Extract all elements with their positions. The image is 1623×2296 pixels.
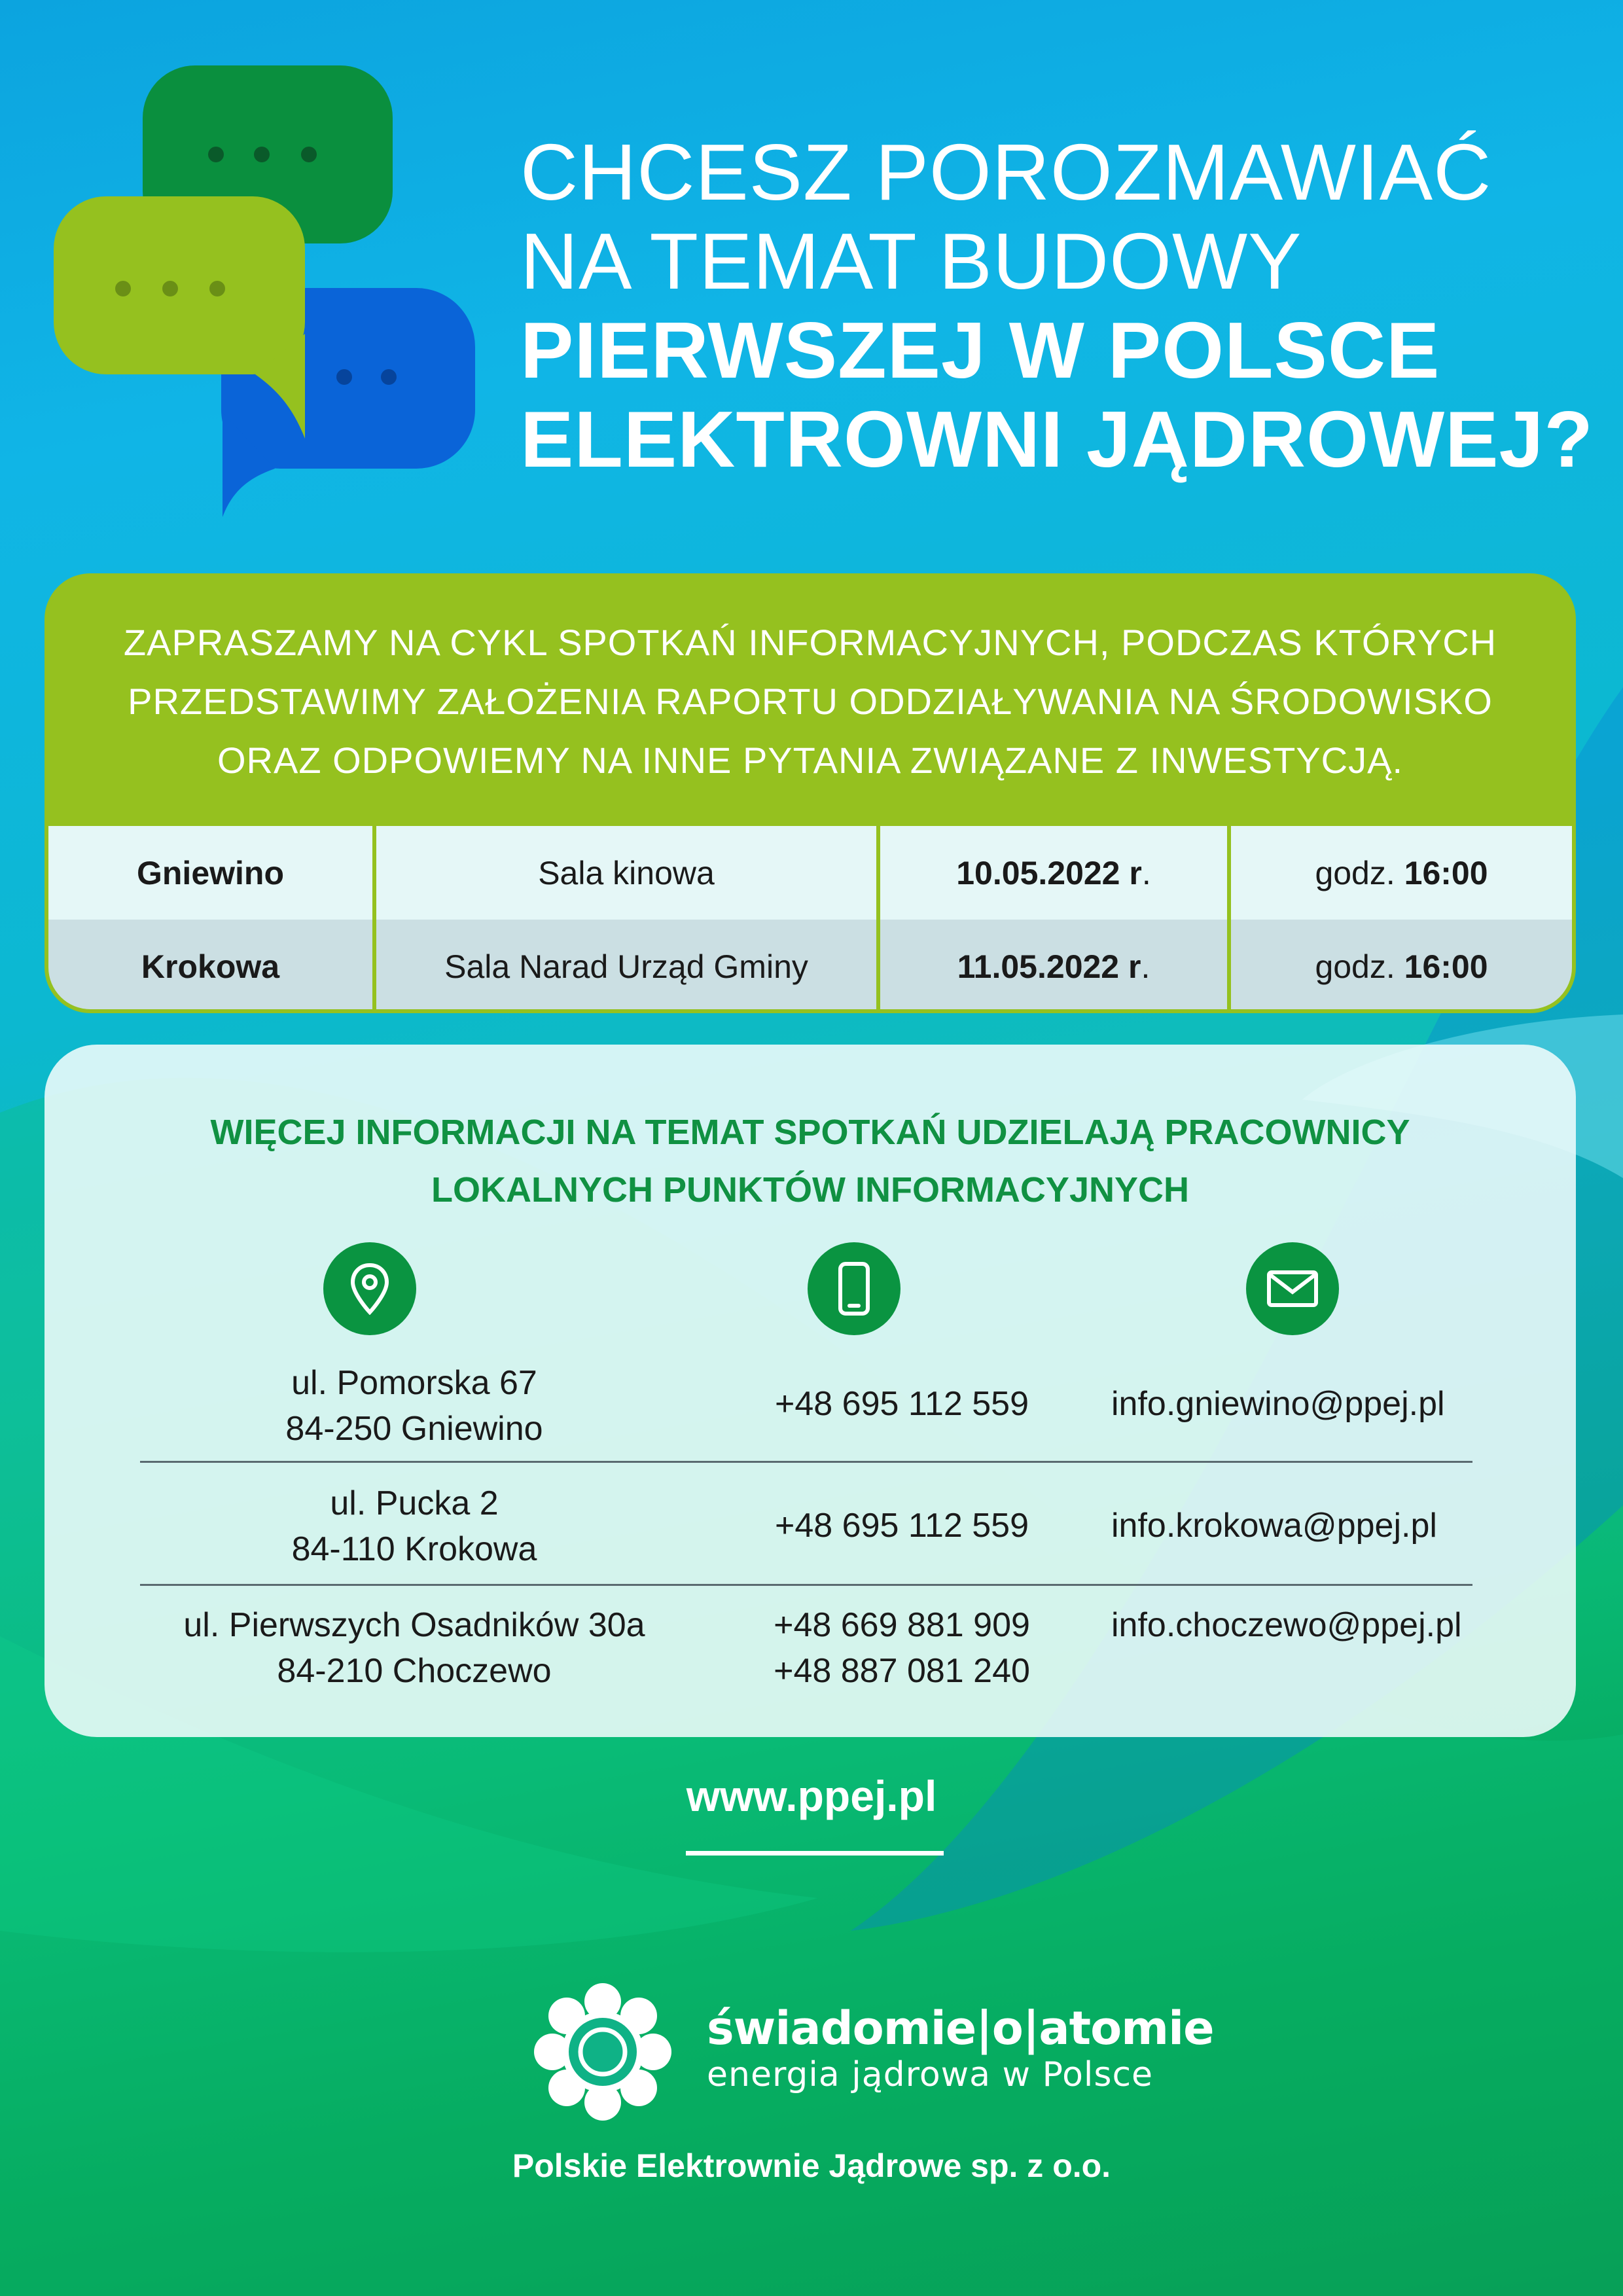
table-row [48, 920, 1572, 1013]
meeting-date: 10.05.2022 r. [878, 826, 1229, 920]
speech-bubbles-icon [46, 59, 491, 530]
meeting-schedule-table [48, 826, 1572, 1013]
meeting-city: Gniewino [48, 826, 374, 920]
website-underline [686, 1851, 944, 1856]
contact-card [45, 1045, 1576, 1737]
meeting-city: Krokowa [48, 920, 374, 1013]
contact-email[interactable]: info.choczewo@ppej.pl [1111, 1606, 1462, 1644]
invitation-line-2: PRZEDSTAWIMY ZAŁOŻENIA RAPORTU ODDZIAŁYWANIA NA ŚRODOWISKO [128, 681, 1493, 722]
contact-phone[interactable]: +48 695 112 559 [775, 1507, 1029, 1545]
meeting-date: 11.05.2022 r. [878, 920, 1229, 1013]
divider [140, 1584, 1472, 1586]
contact-email[interactable]: info.krokowa@ppej.pl [1111, 1507, 1437, 1545]
contact-title-line-1: WIĘCEJ INFORMACJI NA TEMAT SPOTKAŃ UDZIELAJĄ PRACOWNICY [210, 1113, 1410, 1152]
company-name: Polskie Elektrownie Jądrowe sp. z o.o. [512, 2147, 1111, 2184]
website-link[interactable]: www.ppej.pl [686, 1772, 937, 1820]
divider [140, 1461, 1472, 1463]
invitation-line-1: ZAPRASZAMY NA CYKL SPOTKAŃ INFORMACYJNYCH, PODCZAS KTÓRYCH [123, 622, 1497, 663]
invitation-panel [45, 573, 1576, 1013]
headline-line-4: ELEKTROWNI JĄDROWEJ? [520, 395, 1594, 484]
atom-logo-icon [534, 1983, 671, 2121]
headline [520, 128, 1600, 484]
contact-address: ul. Pierwszych Osadników 30a 84-210 Choczewo [183, 1606, 645, 1690]
location-pin-icon [323, 1242, 416, 1335]
contact-phone [725, 1602, 1079, 1694]
headline-line-3: PIERWSZEJ W POLSCE [520, 306, 1440, 395]
contact-phone[interactable]: +48 695 112 559 [775, 1385, 1029, 1423]
table-row [48, 826, 1572, 920]
contact-email[interactable]: info.gniewino@ppej.pl [1111, 1385, 1445, 1423]
headline-line-1: CHCESZ POROZMAWIAĆ [520, 128, 1492, 217]
envelope-icon [1246, 1242, 1339, 1335]
contact-phone-2[interactable]: +48 887 081 240 [774, 1652, 1030, 1690]
brand-name: świadomie|o|atomie [707, 2001, 1214, 2055]
contact-phone-1[interactable]: +48 669 881 909 [774, 1606, 1030, 1644]
mobile-phone-icon [808, 1242, 901, 1335]
contact-title [45, 1103, 1576, 1219]
contact-title-line-2: LOKALNYCH PUNKTÓW INFORMACYJNYCH [431, 1170, 1189, 1210]
meeting-venue: Sala kinowa [374, 826, 878, 920]
headline-line-2: NA TEMAT BUDOWY [520, 217, 1302, 306]
invitation-text [48, 577, 1572, 826]
meeting-time: godz. 16:00 [1229, 920, 1572, 1013]
brand-tagline: energia jądrowa w Polsce [707, 2055, 1154, 2094]
contact-address: ul. Pucka 2 84-110 Krokowa [291, 1484, 537, 1568]
contact-address: ul. Pomorska 67 84-250 Gniewino [285, 1364, 543, 1448]
meeting-venue: Sala Narad Urząd Gminy [374, 920, 878, 1013]
meeting-time: godz. 16:00 [1229, 826, 1572, 920]
invitation-line-3: ORAZ ODPOWIEMY NA INNE PYTANIA ZWIĄZANE Z INWESTYCJĄ. [217, 740, 1403, 781]
